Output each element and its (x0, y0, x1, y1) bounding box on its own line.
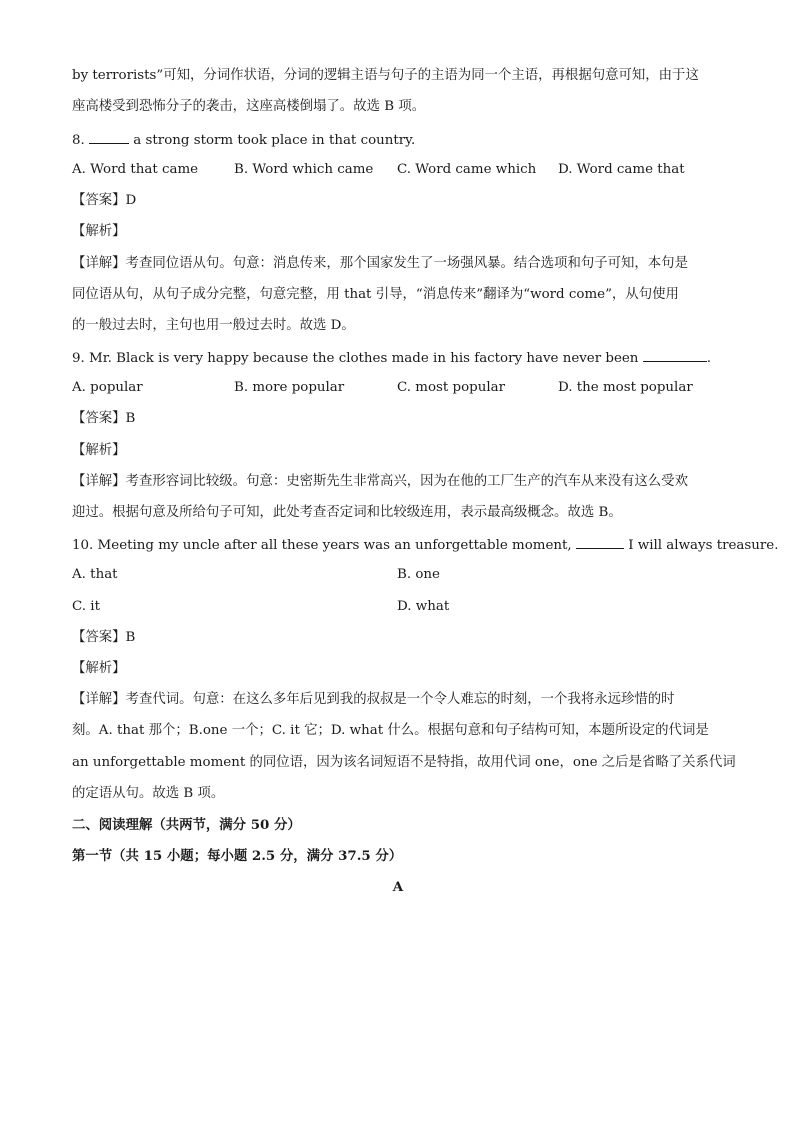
option-d: D. Word came that (558, 162, 685, 177)
detail-line: 迎过。根据句意及所给句子可知，此处考查否定词和比较级连用，表示最高级概念。故选 B。 (72, 505, 622, 520)
option-c: C. Word came which (397, 162, 537, 177)
option-b: B. Word which came (234, 162, 374, 177)
analysis-label: 【解析】 (72, 443, 126, 458)
detail-line: 【详解】考查形容词比较级。句意：史密斯先生非常高兴，因为在他的工厂生产的汽车从来没有这么受欢 (72, 474, 688, 489)
answer-blank (576, 534, 624, 549)
answer-label: 【答案】B (72, 411, 136, 426)
question-10-end: I will always treasure. (623, 538, 779, 553)
answer-label: 【答案】D (72, 193, 137, 208)
question-9-stem (72, 347, 724, 369)
option-b: B. more popular (234, 380, 345, 395)
intro-line-1: by terrorists”可知，分词作状语，分词的逻辑主语与句子的主语为同一个主语，再根据句意可知，由于这 (72, 68, 699, 83)
answer-blank (89, 129, 129, 144)
passage-letter: A (392, 879, 404, 895)
detail-line: 刻。A. that 那个；B.one 一个；C. it 它；D. what 什么。根据句意和句子结构可知，本题所设定的代词是 (72, 723, 709, 738)
question-8-text: a strong storm took place in that country. (129, 133, 416, 148)
detail-line: 同位语从句，从句子成分完整，句意完整，用 that 引导，“消息传来”翻译为“word come”，从句使用 (72, 287, 679, 302)
section-heading: 二、阅读理解（共两节，满分 50 分） (72, 817, 301, 833)
question-10-stem (72, 534, 779, 556)
answer-label: 【答案】B (72, 630, 136, 645)
option-d: D. the most popular (558, 380, 693, 395)
question-9-text: 9. Mr. Black is very happy because the clothes made in his factory have never been (72, 351, 643, 366)
detail-line: 的一般过去时，主句也用一般过去时。故选 D。 (72, 318, 355, 333)
part-heading: 第一节（共 15 小题；每小题 2.5 分，满分 37.5 分） (72, 848, 403, 864)
question-8-stem (72, 129, 724, 151)
question-9-end: . (706, 351, 711, 366)
detail-line: 的定语从句。故选 B 项。 (72, 786, 225, 801)
detail-line: 【详解】考查同位语从句。句意：消息传来，那个国家发生了一场强风暴。结合选项和句子可知，本句是 (72, 256, 688, 271)
option-a: A. that (72, 567, 118, 582)
option-d: D. what (397, 599, 450, 614)
analysis-label: 【解析】 (72, 224, 126, 239)
answer-blank (643, 347, 707, 362)
option-a: A. popular (72, 380, 143, 395)
option-a: A. Word that came (72, 162, 199, 177)
detail-line: 【详解】考查代词。句意：在这么多年后见到我的叔叔是一个令人难忘的时刻，一个我将永远珍惜的时 (72, 692, 675, 707)
option-b: B. one (397, 567, 440, 582)
option-c: C. it (72, 599, 100, 614)
analysis-label: 【解析】 (72, 661, 126, 676)
option-c: C. most popular (397, 380, 506, 395)
question-8-number: 8. (72, 133, 85, 148)
detail-line: an unforgettable moment 的同位语，因为该名词短语不是特指，故用代词 one，one 之后是省略了关系代词 (72, 755, 736, 770)
question-10-text: 10. Meeting my uncle after all these years was an unforgettable moment, (72, 538, 576, 553)
intro-line-2: 座高楼受到恐怖分子的袭击，这座高楼倒塌了。故选 B 项。 (72, 99, 426, 114)
